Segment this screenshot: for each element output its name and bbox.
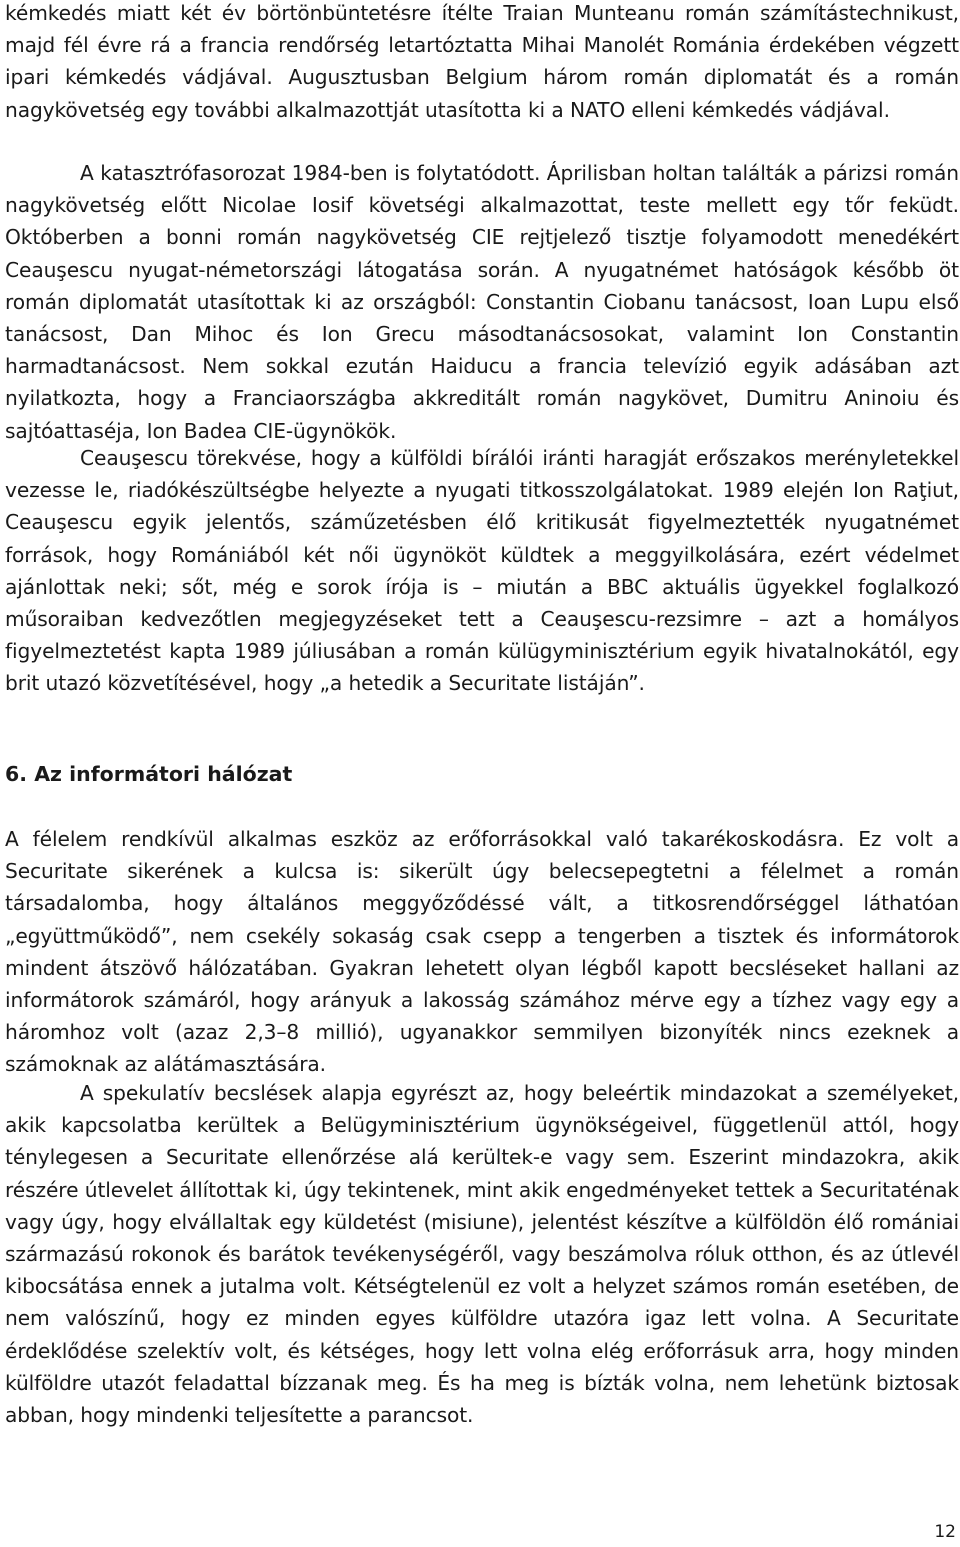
paragraph-speculative-estimates: A spekulatív becslések alapja egyrészt az, hogy beleértik mindazokat a személyeket, akik kapcsolatba kerültek a Belügyminisztérium ügynökségeivel, függetlenül attól, hogy ténylegesen a Securitate ellenőrzése alá kerültek-e vagy sem. Eszerint mindazokra, akik részére útlevelet állítottak ki, úgy tekintenek, mint akik engedményeket tettek a Securitaténak vagy úgy, hogy elvállaltak egy küldetést (misiune), jelentést készítve a külföldön élő romániai származású rokonok és barátok tevékenységéről, vagy beszámolva róluk otthon, és az útlevél kibocsátása ennek a jutalma volt. Kétségtelenül ez volt a helyzet számos román esetében, de nem valószínű, hogy ez minden egyes külföldre utazóra igaz lett volna. A Securitate érdeklődése szelektív volt, és kétséges, hogy lett volna elég erőforrásuk arra, hogy minden külföldre utazót feladattal bízzanak meg. És ha meg is bízták volna, nem lehetünk biztosak abban, hogy mindenki teljesítette a parancsot. (5, 1081, 959, 1428)
paragraph-fear-network: A félelem rendkívül alkalmas eszköz az erőforrásokkal való takarékoskodásra. Ez volt a Securitate sikerének a kulcsa is: sikerült úgy belecsepegtetni a félelmet a román társadalomba, hogy általános meggyőződéssé vált, a titkosrendőrséggel láthatóan „együttműködő”, nem csekély sokaság csak csepp a tengerben a tisztek és informátorok mindent átszövő hálózatában. Gyakran lehetett olyan légből kapott becsléseket hallani az informátorok számáról, hogy arányuk a lakosság számához mérve egy a tízhez vagy egy a háromhoz volt (azaz 2,3–8 millió), ugyanakkor semmilyen bizonyíték nincs ezeknek a számoknak az alátámasztására. (5, 827, 959, 1077)
paragraph-ceausescu-threats: Ceauşescu törekvése, hogy a külföldi bírálói iránti haragját erőszakos merényletekkel vezesse le, riadókészültségbe helyezte a nyugati titkosszolgálatokat. 1989 elején Ion Raţiut, Ceauşescu egyik jelentős, száműzetésben élő kritikusát figyelmeztették nyugatnémet források, hogy Romániából két női ügynököt küldtek a meggyilkolására, ezért védelmet ajánlottak neki; sőt, még e sorok írója is – miután a BBC aktuális ügyekkel foglalkozó műsoraiban kedvezőtlen megjegyzéseket tett a Ceauşescu-rezsimre – azt a homályos figyelmeztetést kapta 1989 júliusában a román külügyminisztérium egyik hivatalnokától, egy brit utazó közvetítésével, hogy „a hetedik a Securitate listáján”. (5, 446, 959, 696)
page-number: 12 (934, 1522, 956, 1542)
paragraph-1984-events: A katasztrófasorozat 1984-ben is folytatódott. Áprilisban holtan találták a párizsi román nagykövetség előtt Nicolae Iosif követségi alkalmazottat, teste mellett egy tőr feküdt. Októberben a bonni román nagykövetség CIE rejtjelező tisztje folyamodott menedékért Ceauşescu nyugat-németországi látogatása során. A nyugatnémet hatóságok később öt román diplomatát utasítottak ki az országból: Constantin Ciobanu tanácsost, Ioan Lupu első tanácsost, Dan Mihoc és Ion Grecu másodtanácsosokat, valamint Ion Constantin harmadtanácsost. Nem sokkal ezután Haiducu a francia televízió egyik adásában azt nyilatkozta, hogy a Franciaországba akkreditált román nagykövet, Dumitru Aninoiu és sajtóattaséja, Ion Badea CIE-ügynökök. (5, 161, 959, 443)
paragraph-espionage-cases: kémkedés miatt két év börtönbüntetésre ítélte Traian Munteanu román számítástechnikust, majd fél évre rá a francia rendőrség letartóztatta Mihai Manolét Románia érdekében végzett ipari kémkedés vádjával. Augusztusban Belgium három román diplomatát és a román nagykövetség egy további alkalmazottját utasította ki a NATO elleni kémkedés vádjával. (5, 1, 959, 122)
section-heading: 6. Az informátori hálózat (5, 762, 293, 786)
